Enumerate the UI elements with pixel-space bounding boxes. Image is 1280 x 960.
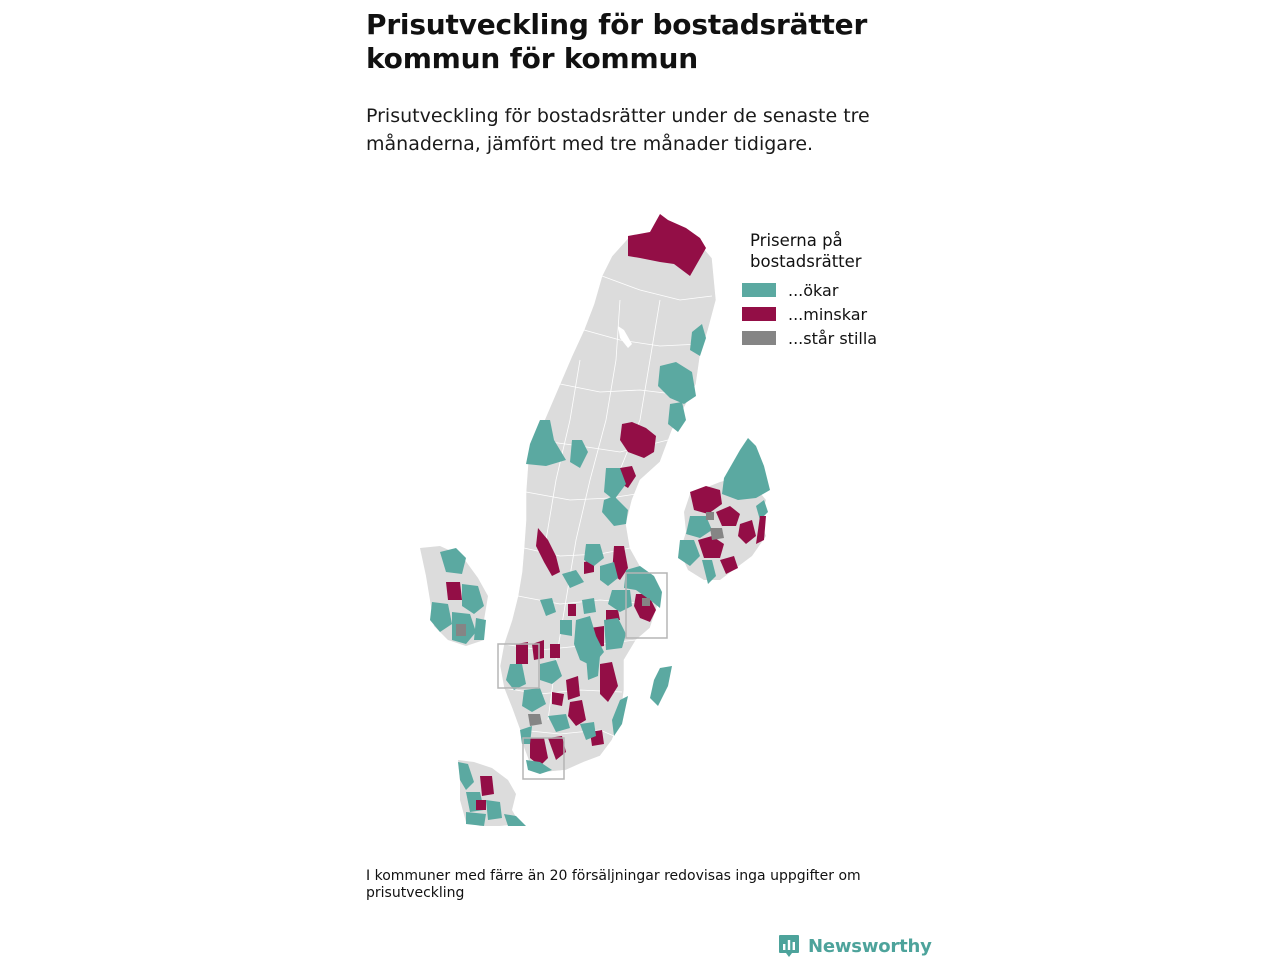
newsworthy-logo[interactable] <box>778 932 932 960</box>
legend-title-line-2: bostadsrätter <box>750 252 862 271</box>
legend-title <box>750 230 942 272</box>
map-legend <box>742 230 942 350</box>
malmo-inset <box>458 760 526 826</box>
legend-swatch-increase <box>742 283 776 297</box>
goteborg-inset <box>420 546 488 646</box>
bar-chart-icon <box>778 933 800 959</box>
legend-item-increase <box>742 278 942 302</box>
legend-item-decrease <box>742 302 942 326</box>
chart-title <box>366 8 926 76</box>
chart-subtitle-line-1: Prisutveckling för bostadsrätter under de senaste tre <box>366 105 870 127</box>
chart-subtitle-line-2: månaderna, jämfört med tre månader tidigare. <box>366 133 814 155</box>
brand-name: Newsworthy <box>808 935 932 957</box>
stockholm-inset <box>678 438 770 584</box>
legend-swatch-unchanged <box>742 331 776 345</box>
legend-label-decrease: ...minskar <box>788 304 868 324</box>
legend-label-increase: ...ökar <box>788 280 839 300</box>
legend-title-line-1: Priserna på <box>750 231 843 250</box>
chart-subtitle <box>366 102 926 158</box>
chart-title-line-1: Prisutveckling för bostadsrätter <box>366 8 868 41</box>
legend-item-unchanged <box>742 326 942 350</box>
chart-title-line-2: kommun för kommun <box>366 42 698 75</box>
legend-label-unchanged: ...står stilla <box>788 328 878 348</box>
footnote: I kommuner med färre än 20 försäljningar redovisas inga uppgifter om prisutveckling <box>366 868 861 901</box>
legend-swatch-decrease <box>742 307 776 321</box>
